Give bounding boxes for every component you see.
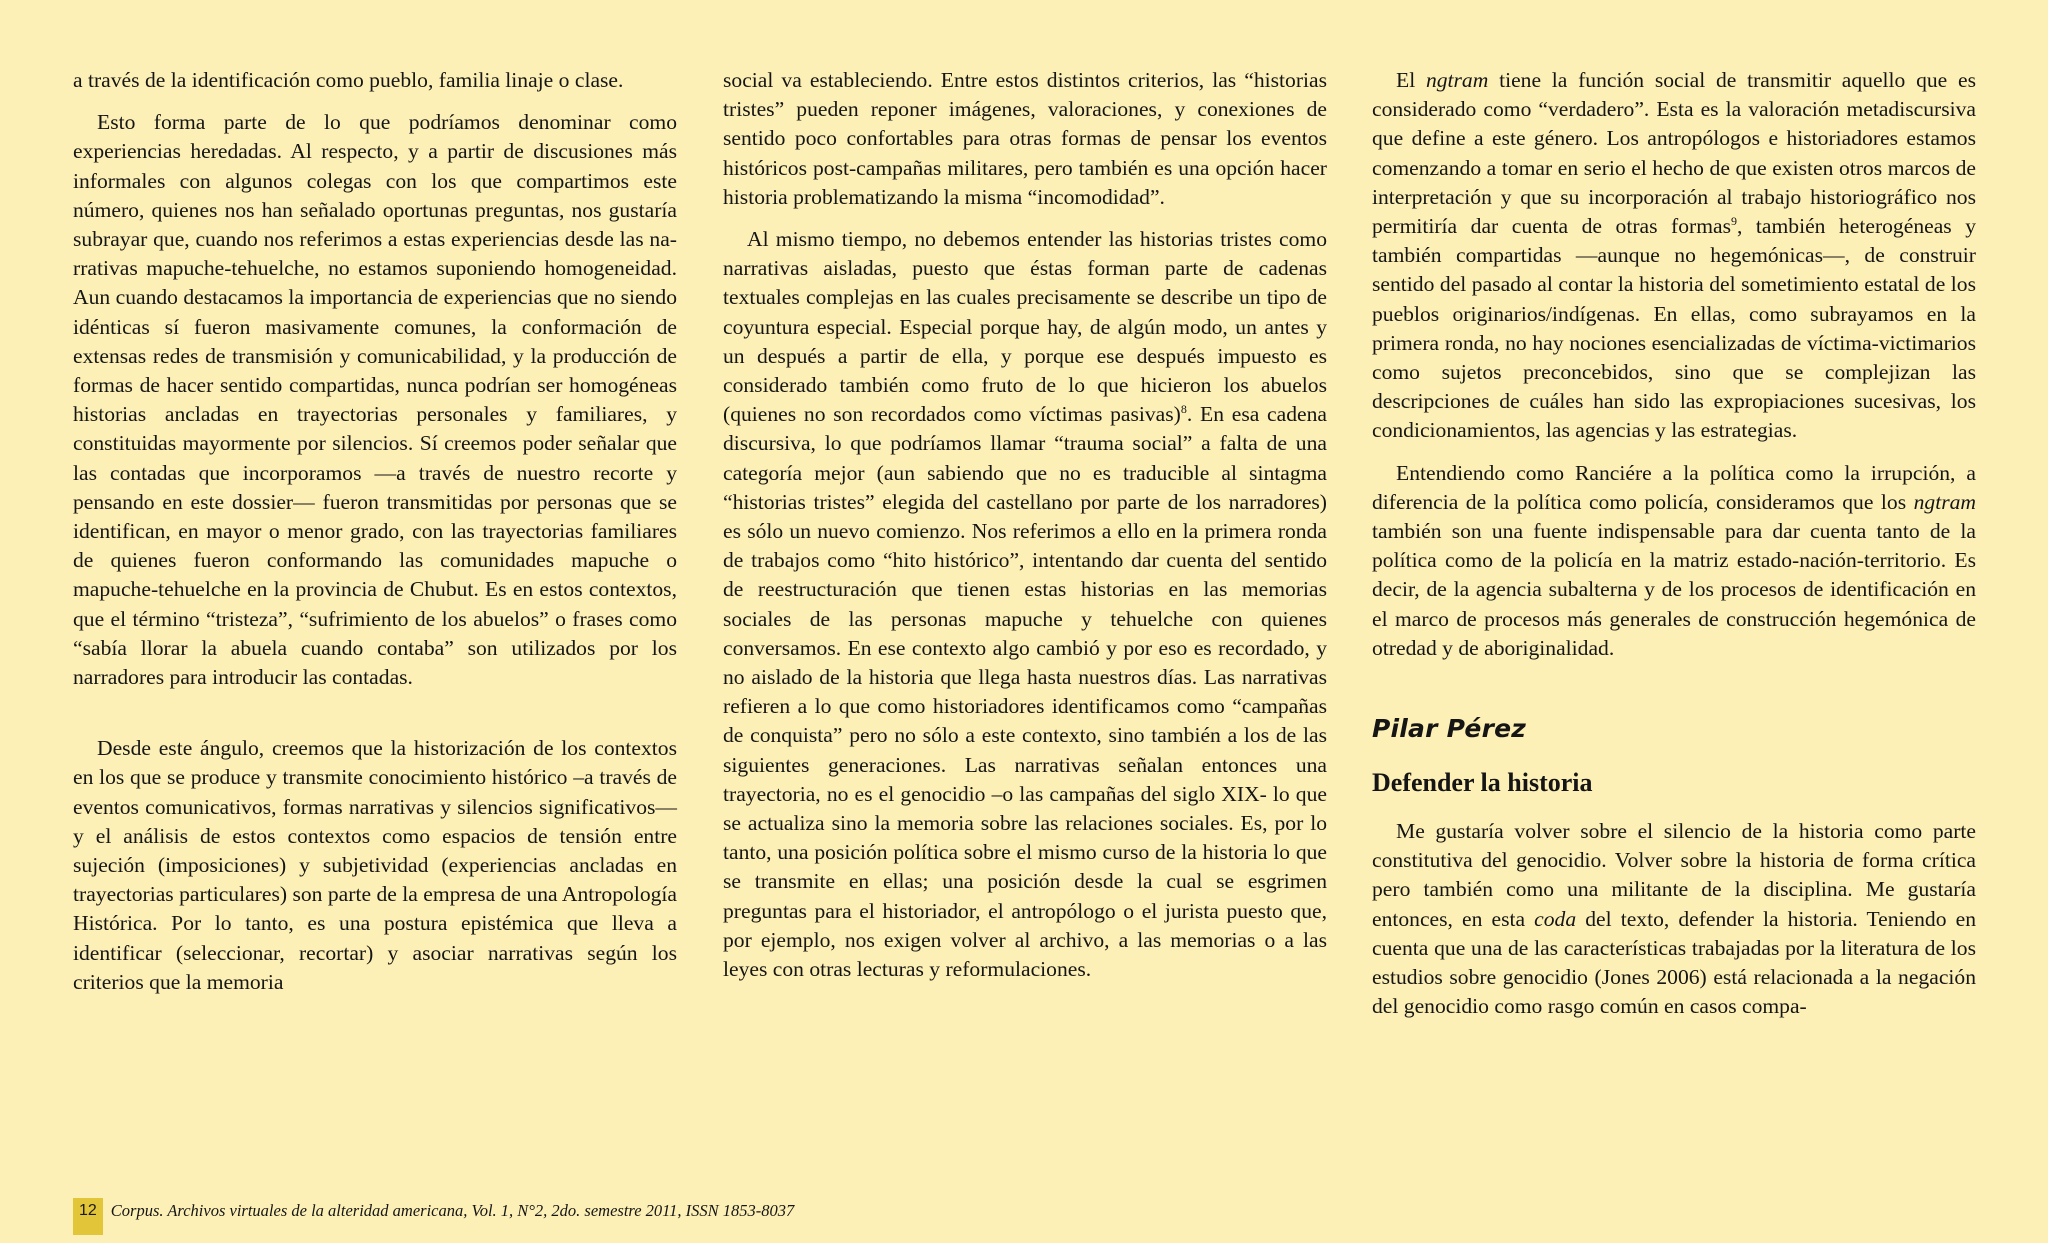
paragraph-text: también son una fuente indispensable para dar cuenta tanto de la política como de la policía en la matriz estado-nación-territorio. Es decir, de la agencia subalterna y de los procesos de identificación en el marco de procesos más generales de construcción hegemónica de otredad y de aboriginalidad. (1372, 519, 1976, 660)
paragraph-text: . En esa cadena discursiva, lo que podríamos llamar “trauma social” a falta de una categoría mejor (aun sabiendo que no es traducible al sintagma “historias tristes” elegida del castellano por parte de los narradores) es sólo un nuevo comienzo. Nos referimos a ello en la primera ronda de trabajos como “hito histórico”, intentando dar cuenta del sentido de reestructuración que tienen estas historias en las memorias sociales de las personas mapuche y tehuelche con quienes conversamos. En ese contexto algo cambió y por eso es recordado, y no aislado de la historia que llega hasta nuestros días. Las narrativas refieren a lo que como historiadores identificamos como “campañas de conquista” pero no sólo a este contexto, sino también a los de las siguientes generaciones. Las narrativas señalan entonces una trayectoria, no es el genocidio –o las campañas del siglo XIX- lo que se actualiza sino la memoria sobre las relaciones sociales. Es, por lo tanto, una posición política sobre el mismo curso de la historia lo que se transmite en ellas; una posición desde la cual se esgrimen preguntas para el historiador, el antropólogo o el jurista puesto que, por ejemplo, nos exigen volver al archivo, a las memorias o a las leyes con otras lecturas y reformulaciones. (723, 402, 1327, 982)
emphasis: coda (1534, 906, 1577, 931)
page-footer (73, 1198, 794, 1242)
paragraph-text: Al mismo tiempo, no debemos entender las historias tristes como narrativas aisladas, puesto que éstas forman parte de cadenas textuales complejas en las cuales precisamente se describe un tipo de coyuntura especial. Especial porque hay, de algún modo, un antes y un después a partir de ella, y porque ese después impuesto es considerado también como fruto de lo que hicieron los abuelos (quienes no son recordados como víctimas pasivas) (723, 227, 1327, 427)
author-name: Pilar Pérez (1372, 714, 1527, 744)
column-3 (1372, 66, 1976, 1021)
emphasis: ngtram (1425, 68, 1489, 92)
paragraph-text: del texto, defender la historia. Teniendo en cuenta que una de las características trabajadas por la literatura de los estudios sobre genocidio (Jones 2006) está relacionada a la negación del genocidio como rasgo común en casos compa- (1372, 906, 1976, 1019)
column-1 (73, 66, 677, 997)
paragraph: Desde este ángulo, creemos que la historización de los contextos en los que se produce y transmite conocimiento histórico –a través de eventos comunicativos, formas narrativas y silencios significativos—y el análisis de estos contextos como espacios de tensión entre sujeción (imposiciones) y subjetividad (experiencias ancladas en trayectorias particulares) son parte de la empresa de una Antropología Histórica. Por lo tanto, es una postura epistémica que lleva a identificar (seleccionar, recortar) y asociar narrativas según los criterios que la memoria (73, 736, 677, 994)
column-2 (723, 66, 1327, 984)
emphasis: ngtram (1913, 489, 1976, 514)
paragraph: social va estableciendo. Entre estos distintos criterios, las “historias tristes” pueden reponer imágenes, valoraciones, y conexiones de sentido poco confortables para otras formas de pensar los eventos históricos post-campañas militares, pero también es una opción hacer historia problematizando la misma “incomodidad”. (723, 68, 1327, 209)
paragraph (1372, 459, 1976, 663)
paragraph: Esto forma parte de lo que podríamos denominar como experiencias heredadas. Al respecto, y a partir de discusiones más informales con algunos colegas con los que compartimos este número, quienes nos han señalado oportunas preguntas, nos gustaría subrayar que, cuando nos referimos a estas experiencias desde las narrativas mapuche-tehuelche, no estamos suponiendo homogeneidad. Aun cuando destacamos la importancia de experiencias que no siendo idénticas sí fueron masivamente comunes, la conformación de extensas redes de transmisión y comunicabilidad, y la producción de formas de hacer sentido compartidas, nunca podrían ser homogéneas historias ancladas en trayectorias personales y familiares, y constituidas mayormente por silencios. Sí creemos poder señalar que las contadas que incorporamos —a través de nuestro recorte y pensando en este dossier— fueron transmitidas por personas que se identifican, en mayor o menor grado, con las trayectorias familiares de quienes fueron conformando las comunidades mapuche o mapuche-tehuelche en la provincia de Chubut. Es en estos contextos, que el término “tristeza”, “sufrimiento de los abuelos” o frases como “sabía llorar la abuela cuando contaba” son utilizados por los narradores para introducir las contadas. (73, 110, 677, 690)
paragraph (723, 225, 1327, 984)
paragraph: a través de la identificación como pueblo, familia linaje o clase. (73, 68, 624, 92)
page-number: 12 (73, 1198, 103, 1235)
footnote-ref[interactable]: 8 (1180, 402, 1187, 417)
paragraph-text: , también heterogéneas y también compartidas —aunque no hegemónicas—, de construir sentido del pasado al contar la historia del sometimiento estatal de los pueblos originarios/indígenas. En ellas, como subrayamos en la primera ronda, no hay nociones esencializadas de víctima-victimarios como sujetos preconcebidos, sino que se complejizan las descripciones de cuáles han sido las expropiaciones sucesivas, los condicionamientos, las agencias y las estrategias. (1372, 214, 1976, 443)
paragraph-text: El (1396, 68, 1426, 92)
footnote-ref[interactable]: 9 (1730, 213, 1737, 228)
paragraph-text: tiene la función social de transmitir aquello que es considerado como “verdadero”. Esta es la valoración metadiscursiva que define a este género. Los antropólogos e historiadores estamos comenzando a tomar en serio el hecho de que existen otros marcos de interpretación y que su incorporación al trabajo historiográfico nos permitiría dar cuenta de otras formas (1372, 68, 1976, 239)
paragraph-text: Entendiendo como Ranciére a la política como la irrupción, a diferencia de la política como policía, consideramos que los (1372, 460, 1976, 514)
journal-citation: Corpus. Archivos virtuales de la alteridad americana, Vol. 1, N°2, 2do. semestre 2011, ISSN 1853-8037 (110, 1201, 795, 1220)
section-title: Defender la historia (1372, 768, 1593, 798)
paragraph (1372, 66, 1976, 446)
paragraph-text: Me gustaría volver sobre el silencio de la historia como parte constitutiva del genocidio. Volver sobre la historia de forma crítica pero también como una militante de la disciplina. Me gustaría entonces, en esta (1372, 819, 1976, 931)
paragraph (1372, 817, 1976, 1021)
